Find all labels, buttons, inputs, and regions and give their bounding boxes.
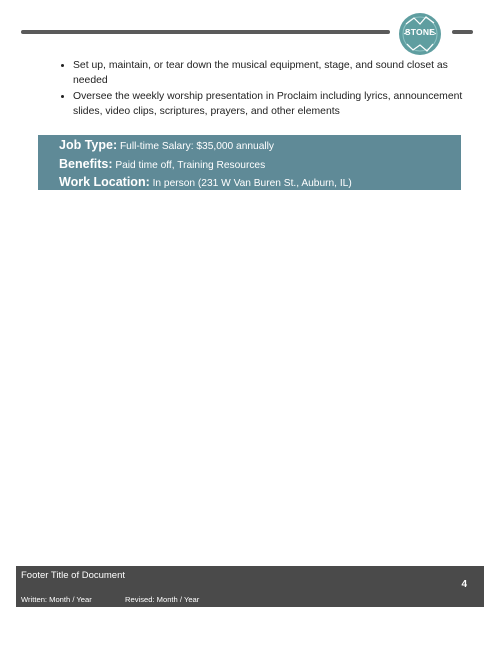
- list-item: • Oversee the weekly worship presentation in Proclaim including lyrics, announcement slides, video clips, scriptures, prayers, and other elements: [73, 89, 465, 119]
- location-line: [59, 174, 461, 193]
- list-item: • Set up, maintain, or tear down the musical equipment, stage, and sound closet as needed: [73, 58, 465, 88]
- benefits-label: Benefits:: [59, 156, 113, 171]
- job-info-box: [38, 135, 461, 190]
- footer-written-date: Written: Month / Year: [21, 595, 92, 604]
- logo-text: STONE: [404, 27, 436, 37]
- page-footer: [16, 566, 484, 607]
- job-type-line: [59, 137, 461, 156]
- page-number: 4: [461, 579, 467, 590]
- job-type-value: Full-time Salary: $35,000 annually: [119, 141, 274, 152]
- job-type-label: Job Type:: [59, 138, 118, 152]
- benefits-line: [59, 156, 461, 175]
- header-rule-right: [452, 30, 473, 34]
- location-value: In person (231 W Van Buren St., Auburn, IL): [152, 178, 352, 189]
- header-rule-left: [21, 30, 390, 34]
- church-logo: [398, 12, 442, 56]
- benefits-value: Paid time off, Training Resources: [115, 159, 266, 171]
- duties-list: [55, 58, 465, 120]
- footer-revised-date: Revised: Month / Year: [125, 595, 200, 604]
- location-label: Work Location:: [59, 175, 150, 189]
- footer-title: Footer Title of Document: [21, 570, 126, 581]
